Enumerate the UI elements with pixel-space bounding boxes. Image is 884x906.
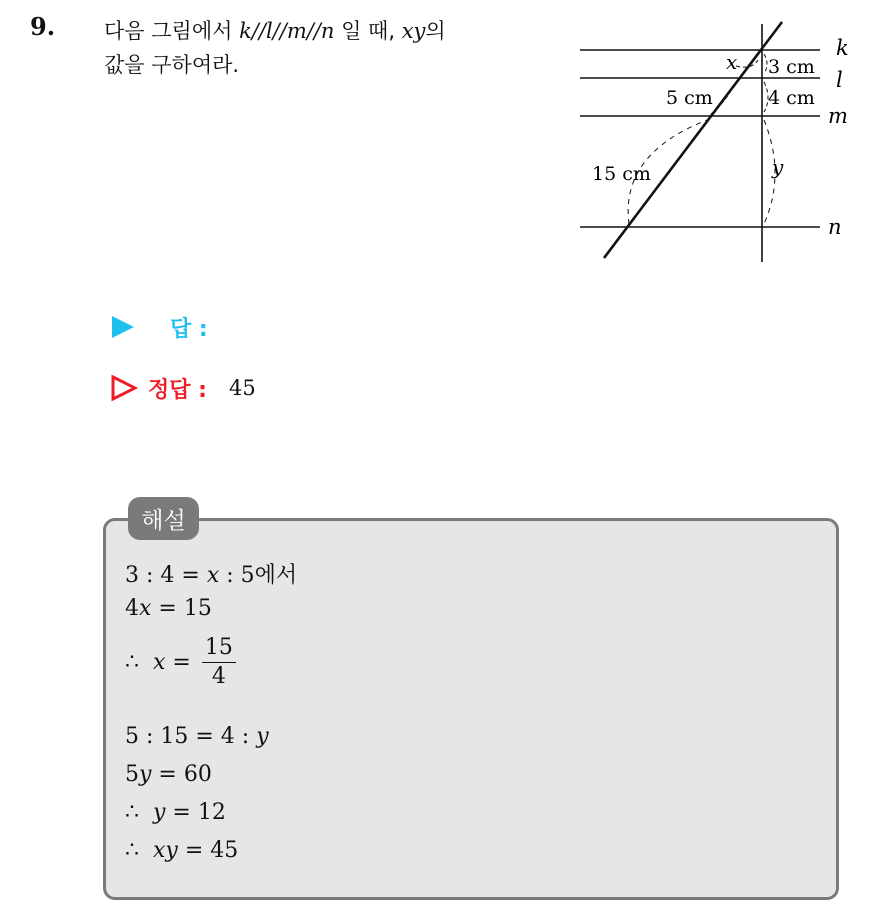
question-line-2: 값을 구하여라. [104,53,240,77]
var-y: y [139,762,152,787]
question-prefix: 다음 그림에서 [104,19,240,43]
answer-row [110,310,208,344]
arc-3cm [764,54,767,74]
label-m: m [828,104,848,128]
label-k: k [836,36,849,60]
solution-tag: 해설 [128,497,199,540]
var-y: y [152,800,166,825]
equals-part: = 15 [151,596,212,621]
correct-answer-row [110,370,256,406]
var-x: x [152,650,166,675]
answer-arrow-icon [110,314,136,340]
label-l: l [836,68,843,92]
coef: 4 [125,596,139,621]
suffix-text: 에서 [254,563,298,588]
equals-part: = 12 [165,800,226,825]
label-3cm: 3 cm [768,56,815,78]
solution-line-5 [125,762,212,787]
solution-line-6 [125,800,226,825]
ratio-left: 3 : 4 = [125,563,207,588]
var-x: x [139,596,152,621]
equals-part: = 45 [177,838,239,863]
equals-sign: = [165,650,198,675]
solution-line-3 [125,634,236,691]
label-15cm: 15 cm [592,163,651,185]
equals-part: = 60 [151,762,212,787]
coef: 5 [125,762,139,787]
solution-line-4 [125,724,269,749]
arc-x [736,60,758,67]
fraction [202,634,236,691]
question-suffix: 의 [425,19,446,43]
therefore-symbol: ∴ [125,800,153,825]
correct-answer-label: 정답 : [148,377,207,403]
ratio-right: : 5 [219,563,255,588]
question-mid: 일 때, [334,19,402,43]
fraction-denominator: 4 [211,664,226,689]
question-text [104,14,564,82]
solution-line-1 [125,558,297,589]
correct-arrow-icon [110,374,138,402]
therefore-symbol: ∴ [125,650,153,675]
var-x: x [206,563,220,588]
solution-line-7 [125,838,238,863]
solution-line-2 [125,596,212,621]
parallel-expression: k//l//m//n [239,19,335,43]
question-line-1 [104,14,564,48]
label-4cm: 4 cm [768,87,815,109]
question-number: 9. [30,12,56,41]
label-n: n [828,215,842,239]
var-xy: xy [152,838,178,863]
fraction-numerator: 15 [202,634,236,663]
label-x: x [726,50,738,74]
label-y: y [772,155,784,179]
therefore-symbol: ∴ [125,838,153,863]
xy-expression: xy [401,19,426,43]
slanted-transversal [604,22,782,258]
var-y: y [256,724,269,749]
parallel-lines-figure [574,14,854,266]
correct-answer-value: 45 [228,376,256,400]
ratio-expression: 5 : 15 = 4 : [125,724,257,749]
answer-label: 답 : [170,316,208,342]
label-5cm: 5 cm [666,87,713,109]
